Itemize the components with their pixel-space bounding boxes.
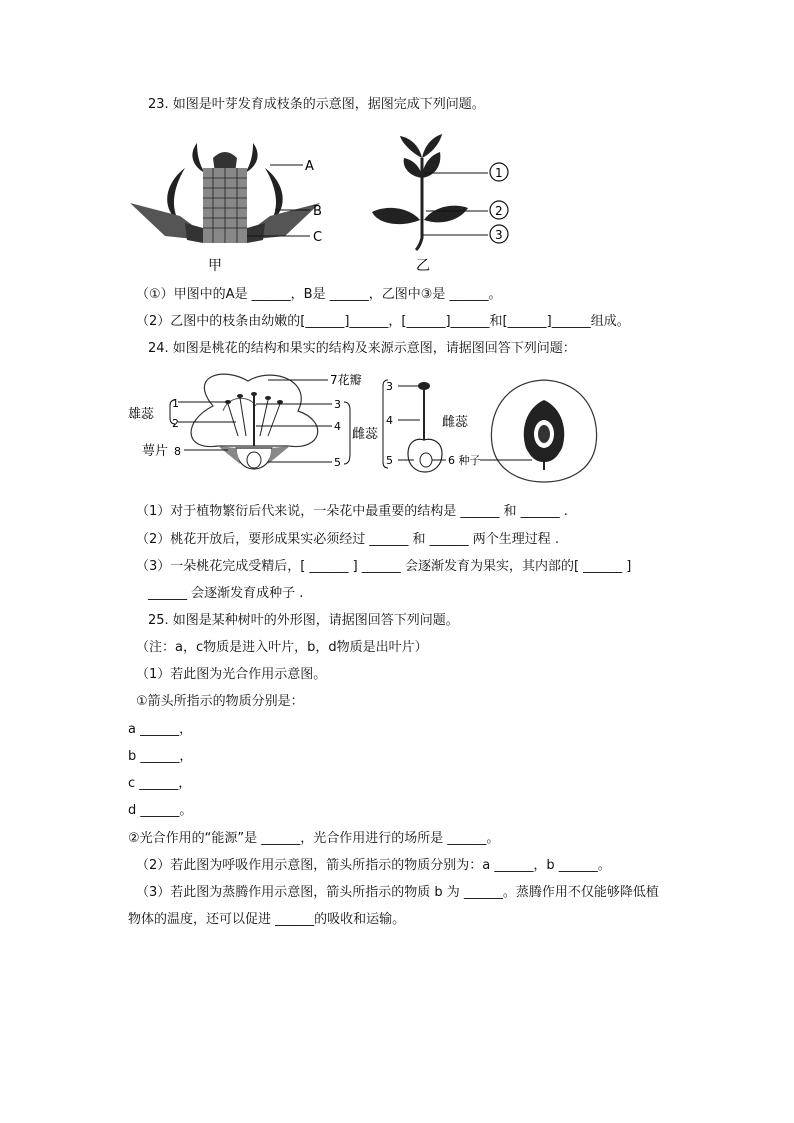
q25-c: c ______， [128,776,192,791]
q25-sub1-2: ②光合作用的“能源”是 ______，光合作用进行的场所是 ______。 [128,831,500,846]
label-sepal: 萼片 [142,444,169,459]
q24-sub3a: （3）一朵桃花完成受精后，[ ______ ] ______ 会逐渐发育为果实，其内部的[ ______ ] [136,559,632,574]
label-pistil-1: 雌蕊 [352,427,379,442]
q24-sub2: （2）桃花开放后，要形成果实必须经过 ______ 和 ______ 两个生理过程 . [136,532,560,547]
num-5: 5 [334,456,341,469]
num-8: 8 [174,445,181,458]
leaf-bud-figure [125,128,335,278]
caption-yi: 乙 [416,258,430,274]
label-seed: 6 种子 [448,454,481,467]
label-3-text: 3 [495,228,503,242]
peach-flower-figure [128,366,379,486]
q25-b: b ______， [128,749,193,764]
q23-title: 23. 如图是叶芽发育成枝条的示意图，据图完成下列问题。 [148,97,485,112]
q23-sub2: （2）乙图中的枝条由幼嫩的[______]______，[______]______和[______]______组成。 [136,314,630,329]
num-1: 1 [172,397,179,410]
q24-sub3b: ______ 会逐渐发育成种子 . [148,586,304,601]
peach-fruit-figure [484,374,604,486]
pistil-num-4: 4 [386,414,393,427]
q25-sub2: （2）若此图为呼吸作用示意图，箭头所指示的物质分别为：a ______，b ______。 [136,858,611,873]
num-4: 4 [334,420,341,433]
q25-note: （注：a，c物质是进入叶片，b，d物质是出叶片） [136,640,428,655]
q25-a: a ______， [128,722,193,737]
label-1-text: 1 [495,166,503,180]
q24-title: 24. 如图是桃花的结构和果实的结构及来源示意图，请据图回答下列问题： [148,341,576,356]
label-b: B [313,204,322,219]
branch-figure [360,128,530,278]
pistil-num-5: 5 [386,454,393,467]
label-petal: 7花瓣 [330,373,362,387]
q24-sub1: （1）对于植物繁衍后代来说，一朵花中最重要的结构是 ______ 和 ______ . [136,504,568,519]
q23-sub1: （①）甲图中的A是 ______，B是 ______，乙图中③是 ______。 [136,287,502,302]
caption-jia: 甲 [208,258,222,274]
q25-d: d ______。 [128,803,193,818]
pistil-num-3: 3 [386,380,393,393]
q25-sub3a: （3）若此图为蒸腾作用示意图，箭头所指示的物质 b 为 ______。蒸腾作用不仅能够降低植 [136,885,659,900]
label-stamen: 雄蕊 [128,407,155,422]
q25-sub3b: 物体的温度，还可以促进 ______的吸收和运输。 [128,912,406,927]
label-a: A [305,159,314,174]
num-3: 3 [334,398,341,411]
q25-title: 25. 如图是某种树叶的外形图，请据图回答下列问题。 [148,613,459,628]
label-pistil-2: 雌蕊 [442,415,469,430]
num-2: 2 [172,417,179,430]
label-c: C [313,230,323,245]
label-2-text: 2 [495,204,503,218]
q25-sub1-1: ①箭头所指示的物质分别是： [136,694,304,709]
q25-sub1: （1）若此图为光合作用示意图。 [136,667,327,682]
